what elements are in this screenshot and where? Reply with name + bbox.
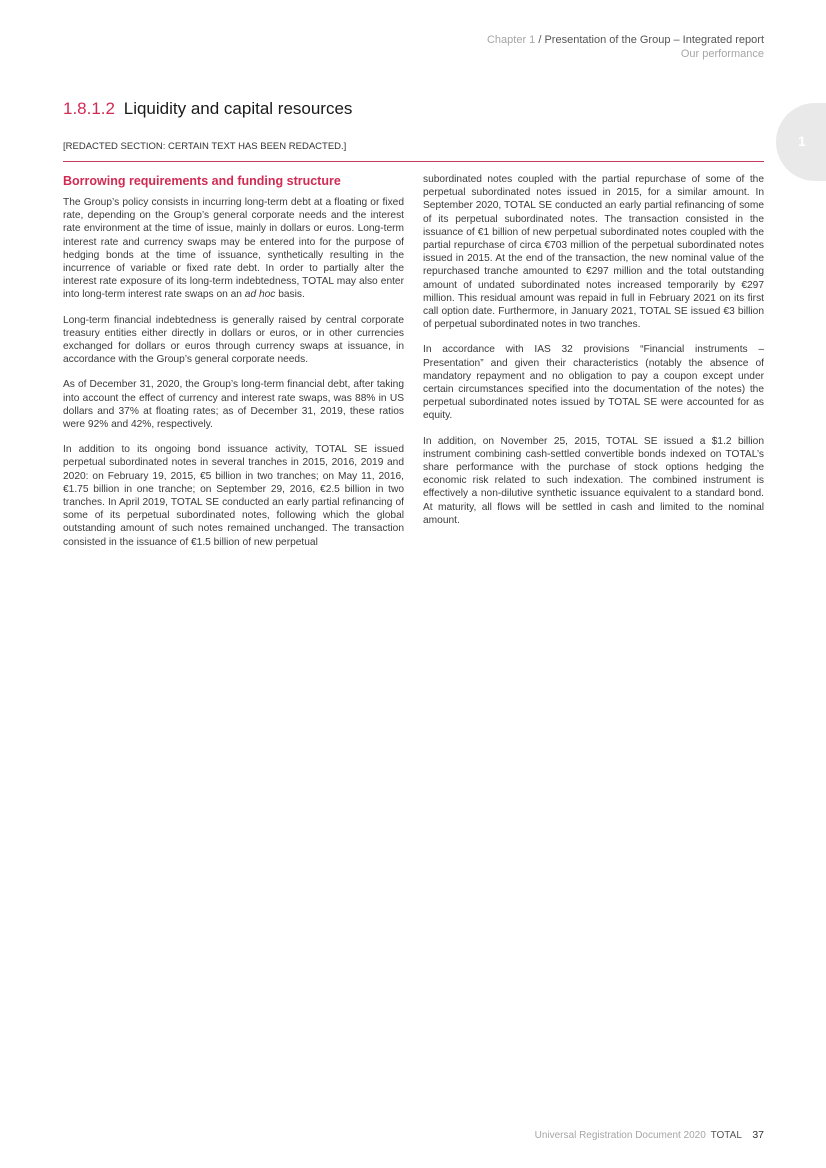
footer-brand: TOTAL [710, 1130, 742, 1141]
section-title: Liquidity and capital resources [123, 99, 353, 118]
paragraph-bond-issuance: In addition to its ongoing bond issuance activity, TOTAL SE issued perpetual subordinated notes in several tranches in 2015, 2016, 2019 and 2020: on February 19, 2015, €5 billion in two tranches; on May 11, 2016, €1.75 billion in one tranche; on September 29, 2016, €2.5 billion in two tranches. In April 2019, TOTAL SE conducted an early partial refinancing of some of its perpetual subordinated notes, following which the global outstanding amount of such notes remained unchanged. The transaction consisted in the issuance of €1.5 billion of new perpetual [63, 444, 404, 548]
paragraph-text: basis. [275, 289, 305, 301]
chapter-line [487, 34, 764, 48]
chapter-tab [776, 103, 826, 181]
left-column [63, 173, 404, 561]
chapter-title: Presentation of the Group – Integrated report [544, 34, 764, 46]
running-header [487, 34, 764, 61]
subsection-heading: Borrowing requirements and funding structure [63, 174, 341, 188]
chapter-prefix: Chapter 1 [486, 34, 536, 46]
paragraph-convertible-bonds: In addition, on November 25, 2015, TOTAL SE issued a $1.2 billion instrument combining cash-settled convertible bonds indexed on TOTAL’s share performance with the purchase of stock options hedging the economic risk related to such indexation. The combined instrument is effectively a non-dilutive synthetic issuance equivalent to a standard bond. At maturity, all flows will be settled in cash and limited to the nominal amount. [423, 435, 764, 526]
header-separator: / [535, 34, 545, 46]
subsection-label: Our performance [680, 47, 764, 60]
italic-text: ad hoc [244, 289, 276, 301]
paragraph-refinancing: subordinated notes coupled with the partial repurchase of some of the perpetual subordinated notes issued in 2015, for a similar amount. In September 2020, TOTAL SE conducted an early partial refinancing of some of its perpetual subordinated notes. The transaction consisted in the issuance of €1 billion of new perpetual subordinated notes coupled with the partial repurchase of circa €703 million of the perpetual subordinated notes issued in 2015. At the end of the transaction, the new nominal value of the repurchased tranche amounted to €297 million and the total outstanding amount of undated subordinated notes increased temporarily by €297 million. This residual amount was repaid in full in February 2021 on its first call option date. Furthermore, in January 2021, TOTAL SE issued €3 billion of perpetual subordinated notes in two tranches. [423, 174, 764, 331]
section-number: 1.8.1.2 [63, 99, 115, 118]
page-number: 37 [752, 1129, 764, 1141]
paragraph-ratios: As of December 31, 2020, the Group’s long-term financial debt, after taking into account the effect of currency and interest rate swaps, was 88% in US dollars and 37% at floating rates; as of December 31, 2019, these ratios were 92% and 42%, respectively. [63, 379, 404, 431]
right-column [423, 173, 764, 539]
paragraph-ias32: In accordance with IAS 32 provisions “Financial instruments – Presentation” and given their characteristics (notably the absence of mandatory repayment and no obligation to pay a coupon except under certain circumstances specified into the documentation of the notes) the perpetual subordinated notes issued by TOTAL SE were accounted for as equity. [423, 344, 764, 422]
paragraph-debt-policy [63, 196, 404, 302]
paragraph-text: The Group’s policy consists in incurring long-term debt at a floating or fixed rate, depending on the Group’s general corporate needs and the interest rate environment at the time of issue, mainly in dollars or euros. Long-term interest rate and currency swaps may be entered into for the purpose of hedging bonds at the time of issuance, synthetically resulting in the incurrence of variable or fixed rate debt. In order to partially alter the interest rate exposure of its long-term indebtedness, TOTAL may also enter into long-term interest rate swaps on an [63, 197, 404, 301]
chapter-tab-number: 1 [798, 133, 806, 149]
section-heading [63, 99, 352, 119]
footer-document: Universal Registration Document 2020 [534, 1130, 706, 1141]
paragraph-indebtedness: Long-term financial indebtedness is generally raised by central corporate treasury entities either directly in dollars or euros, or in other currencies exchanged for dollars or euros through currency swaps at issuance, in accordance with the Group’s general corporate needs. [63, 314, 404, 366]
section-divider [63, 161, 764, 162]
redacted-note: [REDACTED SECTION: CERTAIN TEXT HAS BEEN REDACTED.] [63, 141, 347, 152]
page-footer [535, 1129, 764, 1141]
